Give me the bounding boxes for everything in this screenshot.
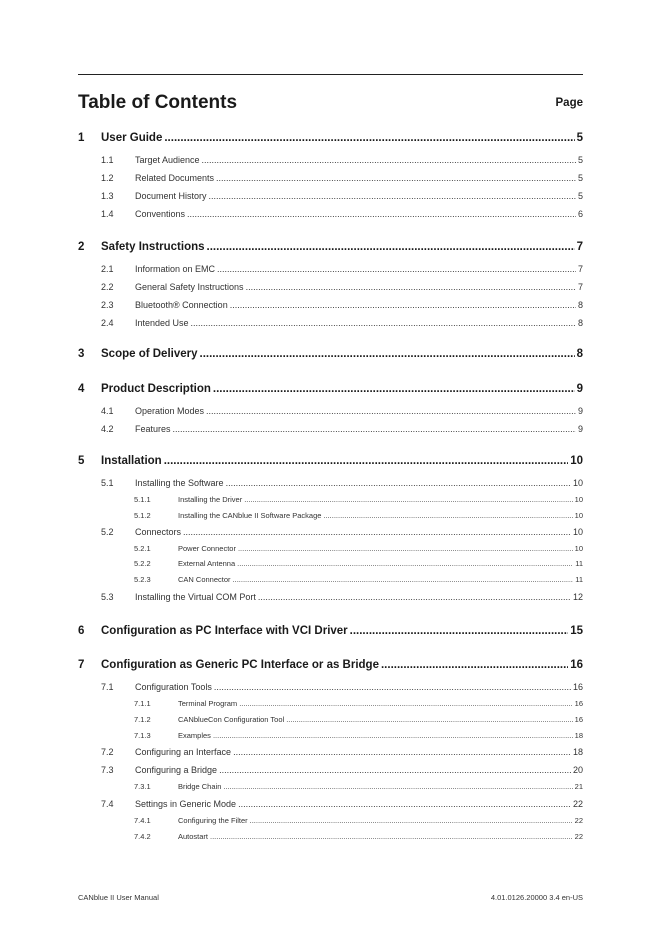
toc-entry[interactable] — [78, 832, 583, 841]
toc-leader — [173, 424, 576, 434]
toc-number: 1.1 — [101, 155, 114, 165]
toc-leader — [209, 191, 576, 201]
toc-entry[interactable] — [78, 424, 583, 434]
toc-label: Intended Use — [135, 318, 189, 328]
toc-entry[interactable] — [78, 592, 583, 602]
toc-entry[interactable] — [78, 544, 583, 553]
toc-page: 6 — [577, 209, 583, 219]
toc-leader — [202, 155, 576, 165]
toc-number: 7.4 — [101, 799, 114, 809]
toc-label: User Guide — [101, 132, 163, 144]
toc-entry[interactable] — [78, 715, 583, 724]
toc-page: 16 — [572, 682, 583, 692]
toc-page: 9 — [577, 406, 583, 416]
toc-leader — [164, 132, 574, 144]
toc-number: 7.1.1 — [134, 699, 151, 708]
toc-label: CANblueCon Configuration Tool — [178, 715, 285, 724]
toc-page: 16 — [574, 699, 583, 708]
toc-entry[interactable] — [78, 241, 583, 253]
toc-leader — [233, 747, 571, 757]
toc-leader — [183, 527, 571, 537]
toc-entry[interactable] — [78, 511, 583, 520]
toc-label: Conventions — [135, 209, 186, 219]
page-column-label: Page — [555, 97, 583, 109]
toc-leader — [230, 300, 576, 310]
toc-number: 2.4 — [101, 318, 114, 328]
toc-entry[interactable] — [78, 406, 583, 416]
toc-number: 1.3 — [101, 191, 114, 201]
toc-entry[interactable] — [78, 699, 583, 708]
toc-entry[interactable] — [78, 731, 583, 740]
toc-entry[interactable] — [78, 191, 583, 201]
toc-label: Power Connector — [178, 544, 236, 553]
toc-page: 22 — [574, 816, 583, 825]
toc-leader — [223, 782, 572, 791]
toc-page: 20 — [572, 765, 583, 775]
toc-number: 4.1 — [101, 406, 114, 416]
toc-entry[interactable] — [78, 173, 583, 183]
toc-entry[interactable] — [78, 495, 583, 504]
toc-page: 22 — [574, 832, 583, 841]
toc-entry[interactable] — [78, 300, 583, 310]
toc-leader — [244, 495, 572, 504]
toc-label: Operation Modes — [135, 406, 205, 416]
toc-number: 4.2 — [101, 424, 114, 434]
toc-number: 2.2 — [101, 282, 114, 292]
toc-entry[interactable] — [78, 132, 583, 144]
toc-leader — [286, 715, 572, 724]
toc-leader — [191, 318, 576, 328]
toc-leader — [219, 765, 571, 775]
toc-entry[interactable] — [78, 383, 583, 395]
toc-page: 7 — [577, 264, 583, 274]
toc-label: Installing the Virtual COM Port — [135, 592, 256, 602]
toc-page: 7 — [576, 241, 583, 253]
toc-label: General Safety Instructions — [135, 282, 244, 292]
toc-page: 5 — [577, 173, 583, 183]
toc-label: Bridge Chain — [178, 782, 222, 791]
toc-leader — [239, 699, 572, 708]
toc-entry[interactable] — [78, 782, 583, 791]
toc-page: 8 — [577, 318, 583, 328]
toc-leader — [381, 659, 568, 671]
toc-page: 11 — [575, 559, 583, 568]
toc-leader — [207, 241, 575, 253]
toc-page: 7 — [577, 282, 583, 292]
toc-leader — [238, 799, 571, 809]
toc-label: Product Description — [101, 383, 211, 395]
toc-leader — [323, 511, 572, 520]
page-title: Table of Contents — [78, 92, 238, 113]
toc-label: Related Documents — [135, 173, 215, 183]
toc-entry[interactable] — [78, 209, 583, 219]
toc-label: Safety Instructions — [101, 241, 205, 253]
toc-label: External Antenna — [178, 559, 236, 568]
toc-entry[interactable] — [78, 747, 583, 757]
toc-number: 2.1 — [101, 264, 114, 274]
toc-leader — [213, 731, 573, 740]
toc-entry[interactable] — [78, 765, 583, 775]
toc-leader — [214, 682, 571, 692]
toc-number: 3 — [78, 348, 85, 360]
toc-leader — [238, 544, 573, 553]
toc-number: 5.2.1 — [134, 544, 151, 553]
toc-label: Installing the Software — [135, 478, 224, 488]
header-rule — [78, 74, 583, 75]
toc-label: Configuring the Filter — [178, 816, 248, 825]
toc-number: 5.2.3 — [134, 575, 151, 584]
toc-entry[interactable] — [78, 455, 583, 467]
toc-leader — [250, 816, 573, 825]
toc-label: Configuration as PC Interface with VCI Driver — [101, 625, 348, 637]
toc-page: 11 — [575, 575, 583, 584]
footer-document-number: 4.01.0126.20000 3.4 en-US — [490, 893, 583, 902]
toc-leader — [237, 559, 573, 568]
toc-page: 22 — [572, 799, 583, 809]
toc-leader — [226, 478, 571, 488]
toc-label: Connectors — [135, 527, 182, 537]
toc-entry[interactable] — [78, 575, 583, 584]
toc-page: 5 — [576, 132, 583, 144]
toc-page: 10 — [574, 511, 583, 520]
toc-label: Scope of Delivery — [101, 348, 198, 360]
toc-leader — [164, 455, 569, 467]
toc-leader — [213, 383, 575, 395]
toc-label: Target Audience — [135, 155, 200, 165]
toc-number: 2.3 — [101, 300, 114, 310]
toc-number: 1 — [78, 132, 85, 144]
toc-label: Installation — [101, 455, 162, 467]
toc-label: Examples — [178, 731, 211, 740]
toc-leader — [210, 832, 573, 841]
toc-number: 2 — [78, 241, 85, 253]
toc-page: 9 — [576, 383, 583, 395]
toc-page: 10 — [572, 527, 583, 537]
toc-number: 5.2 — [101, 527, 114, 537]
toc-leader — [350, 625, 569, 637]
toc-number: 7.4.1 — [134, 816, 151, 825]
toc-number: 1.4 — [101, 209, 114, 219]
toc-entry[interactable] — [78, 527, 583, 537]
toc-page: 10 — [572, 478, 583, 488]
toc-number: 6 — [78, 625, 85, 637]
toc-label: Settings in Generic Mode — [135, 799, 237, 809]
toc-label: Configuring a Bridge — [135, 765, 218, 775]
toc-label: Bluetooth® Connection — [135, 300, 228, 310]
toc-entry[interactable] — [78, 682, 583, 692]
toc-page: 9 — [577, 424, 583, 434]
toc-page: 18 — [574, 731, 583, 740]
toc-label: Configuration as Generic PC Interface or as Bridge — [101, 659, 379, 671]
toc-entry[interactable] — [78, 348, 583, 360]
toc-page: 18 — [572, 747, 583, 757]
toc-entry[interactable] — [78, 816, 583, 825]
toc-page: 12 — [572, 592, 583, 602]
toc-page: 8 — [576, 348, 583, 360]
toc-page: 16 — [574, 715, 583, 724]
toc-leader — [200, 348, 575, 360]
toc-label: Configuration Tools — [135, 682, 212, 692]
toc-leader — [233, 575, 574, 584]
toc-label: Terminal Program — [178, 699, 238, 708]
toc-number: 5.2.2 — [134, 559, 151, 568]
toc-number: 7.1.2 — [134, 715, 151, 724]
toc-page: 10 — [574, 544, 583, 553]
toc-number: 7.4.2 — [134, 832, 151, 841]
toc-leader — [216, 173, 576, 183]
toc-page: 5 — [577, 155, 583, 165]
toc-label: Document History — [135, 191, 207, 201]
toc-number: 7.3.1 — [134, 782, 151, 791]
toc-number: 5.1 — [101, 478, 114, 488]
toc-page: 15 — [570, 625, 583, 637]
toc-entry[interactable] — [78, 799, 583, 809]
toc-label: Configuring an Interface — [135, 747, 232, 757]
toc-entry[interactable] — [78, 559, 583, 568]
toc-label: Installing the CANblue II Software Package — [178, 511, 322, 520]
toc-entry[interactable] — [78, 659, 583, 671]
toc-number: 5.1.2 — [134, 511, 151, 520]
toc-number: 4 — [78, 383, 85, 395]
toc-entry[interactable] — [78, 478, 583, 488]
toc-page: 8 — [577, 300, 583, 310]
toc-number: 5.1.1 — [134, 495, 151, 504]
toc-entry[interactable] — [78, 625, 583, 637]
footer-document-title: CANblue II User Manual — [78, 893, 159, 902]
toc-leader — [206, 406, 576, 416]
toc-page: 10 — [574, 495, 583, 504]
toc-number: 7.3 — [101, 765, 114, 775]
toc-leader — [246, 282, 576, 292]
toc-page: 10 — [570, 455, 583, 467]
toc-page: 5 — [577, 191, 583, 201]
toc-entry[interactable] — [78, 282, 583, 292]
toc-number: 7.1.3 — [134, 731, 151, 740]
toc-label: Information on EMC — [135, 264, 216, 274]
toc-label: Features — [135, 424, 171, 434]
toc-number: 1.2 — [101, 173, 114, 183]
toc-entry[interactable] — [78, 155, 583, 165]
toc-number: 7.1 — [101, 682, 114, 692]
toc-number: 5.3 — [101, 592, 114, 602]
toc-label: Autostart — [178, 832, 209, 841]
toc-number: 7 — [78, 659, 85, 671]
toc-number: 7.2 — [101, 747, 114, 757]
toc-page: 16 — [570, 659, 583, 671]
toc-leader — [217, 264, 576, 274]
toc-page: 21 — [574, 782, 583, 791]
toc-leader — [258, 592, 571, 602]
toc-leader — [187, 209, 576, 219]
toc-entry[interactable] — [78, 318, 583, 328]
toc-entry[interactable] — [78, 264, 583, 274]
toc-label: CAN Connector — [178, 575, 231, 584]
toc-label: Installing the Driver — [178, 495, 243, 504]
toc-number: 5 — [78, 455, 85, 467]
